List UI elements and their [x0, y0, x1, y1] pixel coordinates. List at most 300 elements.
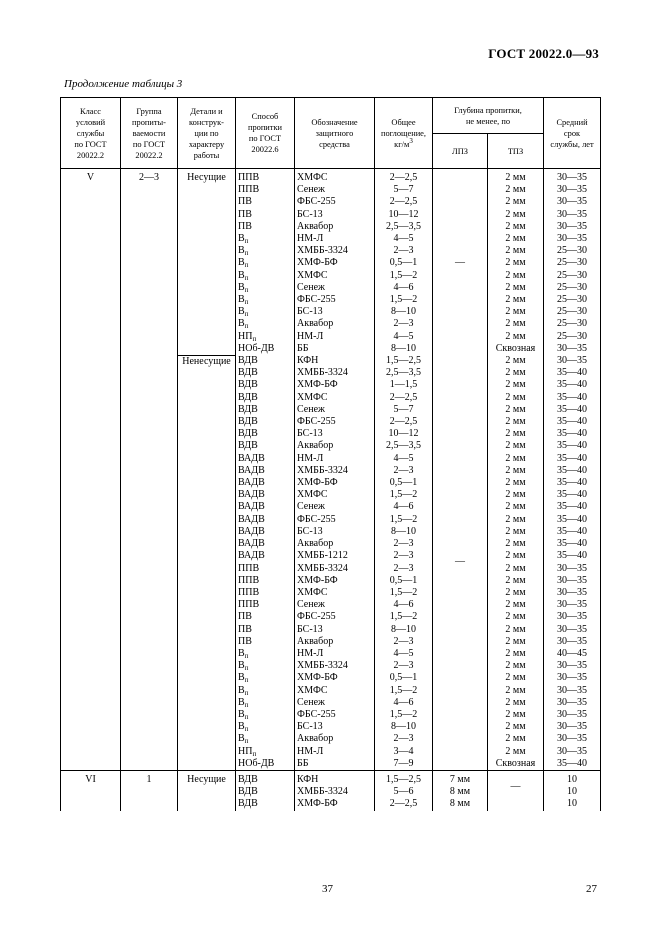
- impregnation-method-cell: [236, 538, 295, 550]
- header-line: по ГОСТ: [132, 139, 166, 149]
- protective-agent-cell: Аквабор: [295, 636, 375, 648]
- impregnation-method-cell: [236, 611, 295, 623]
- impregnation-method-cell: [236, 367, 295, 379]
- protective-agent-cell: Аквабор: [295, 440, 375, 452]
- header-line: кг/м: [394, 139, 410, 149]
- impregnation-method-cell: [236, 501, 295, 513]
- tpz-depth-cell: 2 мм: [488, 563, 544, 575]
- total-absorption-cell: 2—3: [375, 550, 433, 562]
- protective-agent-cell: НМ-Л: [295, 453, 375, 465]
- protective-agent-cell: ХМФ-БФ: [295, 798, 375, 810]
- service-life-cell: 35—40: [544, 453, 601, 465]
- method-code: В: [238, 281, 245, 293]
- impregnation-method-cell: [236, 270, 295, 282]
- service-life-cell: 10: [544, 798, 601, 810]
- protective-agent-cell: Сенеж: [295, 599, 375, 611]
- impregnation-method-cell: [236, 697, 295, 709]
- protective-agent-cell: ХМФС: [295, 392, 375, 404]
- impregnation-method-cell: [236, 709, 295, 721]
- method-code: ВАДВ: [238, 489, 265, 501]
- tpz-depth-cell: 2 мм: [488, 440, 544, 452]
- tpz-depth-cell: 2 мм: [488, 169, 544, 185]
- header-line: конструк-: [189, 117, 224, 127]
- method-code: ВДВ: [238, 416, 258, 428]
- tpz-depth-cell: 2 мм: [488, 282, 544, 294]
- tpz-depth-cell: 2 мм: [488, 233, 544, 245]
- method-code: ППВ: [238, 184, 260, 196]
- tpz-depth-cell: 2 мм: [488, 672, 544, 684]
- header-line: пропитки: [247, 123, 283, 132]
- service-life-cell: 35—40: [544, 404, 601, 416]
- total-absorption-cell: 8—10: [375, 526, 433, 538]
- protective-agent-cell: ББ: [295, 758, 375, 771]
- method-subscript: п: [244, 725, 249, 734]
- header-service-life: [544, 98, 601, 169]
- header-service-class: [61, 98, 121, 169]
- impregnation-method-cell: [236, 392, 295, 404]
- header-line: 20022.2: [135, 150, 163, 160]
- tpz-depth-cell: 2 мм: [488, 709, 544, 721]
- total-absorption-cell: 1,5—2,5: [375, 355, 433, 367]
- service-life-cell: 30—35: [544, 709, 601, 721]
- method-code: В: [238, 672, 245, 684]
- protective-agent-cell: ХМББ-3324: [295, 245, 375, 257]
- protective-agent-cell: Сенеж: [295, 282, 375, 294]
- protective-agent-cell: ХМББ-3324: [295, 367, 375, 379]
- method-code: В: [238, 721, 245, 733]
- total-absorption-cell: 8—10: [375, 624, 433, 636]
- service-life-cell: 30—35: [544, 233, 601, 245]
- tpz-depth-cell: 2 мм: [488, 306, 544, 318]
- tpz-depth-cell: 2 мм: [488, 392, 544, 404]
- protective-agent-cell: ХМББ-3324: [295, 465, 375, 477]
- protective-agent-cell: Сенеж: [295, 501, 375, 513]
- header-line: пропиты-: [132, 117, 166, 127]
- parts-type-cell: Несущие: [178, 770, 236, 810]
- tpz-depth-cell: 2 мм: [488, 575, 544, 587]
- header-impregnation-method: [236, 98, 295, 169]
- total-absorption-cell: 7—9: [375, 758, 433, 771]
- service-life-cell: 30—35: [544, 746, 601, 758]
- tpz-depth-cell: 2 мм: [488, 294, 544, 306]
- protective-agent-cell: БС-13: [295, 526, 375, 538]
- table-row: [61, 770, 601, 786]
- header-line: не менее, по: [465, 116, 511, 126]
- total-absorption-cell: 0,5—1: [375, 257, 433, 269]
- service-life-cell: 30—35: [544, 733, 601, 745]
- tpz-depth-cell: 2 мм: [488, 453, 544, 465]
- method-subscript: п: [244, 676, 249, 685]
- total-absorption-cell: 1,5—2: [375, 489, 433, 501]
- method-code: ВАДВ: [238, 452, 265, 464]
- total-absorption-cell: 0,5—1: [375, 477, 433, 489]
- service-life-cell: 35—40: [544, 428, 601, 440]
- protective-agent-cell: Аквабор: [295, 221, 375, 233]
- protective-agent-cell: ФБС-255: [295, 196, 375, 208]
- tpz-depth-cell: 2 мм: [488, 550, 544, 562]
- protective-agent-cell: ФБС-255: [295, 514, 375, 526]
- total-absorption-cell: 1,5—2: [375, 514, 433, 526]
- protective-agent-cell: ХМФС: [295, 169, 375, 185]
- total-absorption-cell: 0,5—1: [375, 575, 433, 587]
- method-code: ПВ: [238, 635, 252, 647]
- service-life-cell: 35—40: [544, 550, 601, 562]
- tpz-depth-cell: 2 мм: [488, 257, 544, 269]
- service-life-cell: 30—35: [544, 587, 601, 599]
- tpz-depth-cell: 2 мм: [488, 270, 544, 282]
- total-absorption-cell: 5—7: [375, 184, 433, 196]
- method-code: В: [238, 660, 245, 672]
- method-code: ВАДВ: [238, 550, 265, 562]
- impregnation-method-cell: [236, 648, 295, 660]
- impregnability-group-cell: 1: [121, 770, 178, 810]
- method-code: ВДВ: [238, 367, 258, 379]
- impregnation-method-cell: [236, 624, 295, 636]
- impregnation-method-cell: [236, 209, 295, 221]
- method-subscript: п: [244, 700, 249, 709]
- method-code: В: [238, 733, 245, 745]
- protective-agent-cell: Аквабор: [295, 538, 375, 550]
- impregnation-method-cell: [236, 721, 295, 733]
- impregnation-method-cell: [236, 343, 295, 355]
- service-life-cell: 35—40: [544, 538, 601, 550]
- service-life-cell: 35—40: [544, 416, 601, 428]
- tpz-depth-cell: 2 мм: [488, 685, 544, 697]
- service-life-cell: 30—35: [544, 184, 601, 196]
- method-subscript: п: [244, 273, 249, 282]
- method-code: В: [238, 233, 245, 245]
- method-code: ВДВ: [238, 391, 258, 403]
- protective-agent-cell: ХМФС: [295, 587, 375, 599]
- method-subscript: п: [244, 737, 249, 746]
- total-absorption-cell: 2,5—3,5: [375, 440, 433, 452]
- total-absorption-cell: 4—6: [375, 599, 433, 611]
- impregnation-method-cell: [236, 477, 295, 489]
- header-line: 20022.2: [76, 150, 105, 160]
- tpz-depth-cell: 2 мм: [488, 331, 544, 343]
- protective-agent-cell: ББ: [295, 343, 375, 355]
- impregnation-method-cell: [236, 746, 295, 758]
- method-subscript: п: [244, 285, 249, 294]
- impregnation-method-cell: [236, 245, 295, 257]
- method-code: ППВ: [238, 562, 260, 574]
- header-line: Глубина пропитки,: [454, 105, 522, 115]
- lpz-depth-cell: 7 мм: [433, 770, 488, 786]
- total-absorption-cell: 5—6: [375, 786, 433, 798]
- method-code: ППВ: [238, 172, 260, 183]
- total-absorption-cell: 8—10: [375, 306, 433, 318]
- method-code: ВДВ: [238, 379, 258, 391]
- impregnation-method-cell: [236, 294, 295, 306]
- impregnation-method-cell: [236, 257, 295, 269]
- header-line: ции по: [194, 128, 219, 138]
- page-number-right: 27: [586, 883, 597, 895]
- total-absorption-cell: 2—3: [375, 245, 433, 257]
- tpz-depth-cell: 2 мм: [488, 428, 544, 440]
- total-absorption-cell: 10—12: [375, 209, 433, 221]
- protective-agent-cell: ХМББ-3324: [295, 563, 375, 575]
- impregnation-method-cell: [236, 465, 295, 477]
- method-subscript: п: [244, 310, 249, 319]
- impregnation-method-cell: [236, 221, 295, 233]
- service-life-cell: 30—35: [544, 685, 601, 697]
- method-code: В: [238, 306, 245, 318]
- tpz-depth-cell: 2 мм: [488, 416, 544, 428]
- protective-agent-cell: БС-13: [295, 428, 375, 440]
- protective-agent-cell: НМ-Л: [295, 746, 375, 758]
- tpz-depth-cell: 2 мм: [488, 501, 544, 513]
- method-code: НОб-ДВ: [238, 757, 275, 769]
- header-line: по ГОСТ: [248, 134, 282, 143]
- method-code: ВАДВ: [238, 464, 265, 476]
- service-life-cell: 35—40: [544, 758, 601, 771]
- impregnation-method-cell: [236, 575, 295, 587]
- impregnation-method-cell: [236, 428, 295, 440]
- method-code: В: [238, 708, 245, 720]
- total-absorption-cell: 1—1,5: [375, 379, 433, 391]
- tpz-depth-cell: 2 мм: [488, 746, 544, 758]
- impregnation-method-cell: [236, 355, 295, 367]
- method-code: ВАДВ: [238, 538, 265, 550]
- service-life-cell: 30—35: [544, 221, 601, 233]
- header-line: по ГОСТ: [74, 139, 107, 149]
- header-lpz: ЛПЗ: [433, 134, 488, 169]
- service-life-cell: 35—40: [544, 392, 601, 404]
- total-absorption-cell: 2—3: [375, 563, 433, 575]
- method-code: ВДВ: [238, 403, 258, 415]
- header-line: Детали и: [190, 106, 223, 116]
- header-line: работы: [193, 150, 220, 160]
- method-code: ВАДВ: [238, 513, 265, 525]
- header-line: ваемости: [132, 128, 166, 138]
- service-life-cell: 35—40: [544, 514, 601, 526]
- service-life-cell: 35—40: [544, 526, 601, 538]
- total-absorption-cell: 2,5—3,5: [375, 367, 433, 379]
- protective-agent-cell: ФБС-255: [295, 709, 375, 721]
- impregnation-method-cell: [236, 798, 295, 810]
- impregnation-method-cell: [236, 733, 295, 745]
- method-code: НП: [238, 745, 253, 757]
- service-life-cell: 25—30: [544, 270, 601, 282]
- lpz-depth-cell: —: [433, 169, 488, 356]
- impregnation-method-cell: [236, 306, 295, 318]
- header-impregnability-group: [121, 98, 178, 169]
- total-absorption-cell: 2—3: [375, 636, 433, 648]
- tpz-depth-cell: 2 мм: [488, 221, 544, 233]
- service-life-cell: 30—35: [544, 209, 601, 221]
- protective-agent-cell: ХМФС: [295, 270, 375, 282]
- total-absorption-cell: 1,5—2: [375, 611, 433, 623]
- protective-agent-cell: Аквабор: [295, 733, 375, 745]
- total-absorption-cell: 4—5: [375, 331, 433, 343]
- service-life-cell: 25—30: [544, 318, 601, 330]
- header-line: срок: [563, 128, 581, 138]
- total-absorption-cell: 2—3: [375, 318, 433, 330]
- method-code: В: [238, 257, 245, 269]
- header-protective-agent: [295, 98, 375, 169]
- impregnation-method-cell: [236, 416, 295, 428]
- tpz-depth-cell: 2 мм: [488, 465, 544, 477]
- header-parts-type: [178, 98, 236, 169]
- service-life-cell: 25—30: [544, 294, 601, 306]
- total-absorption-cell: 2,5—3,5: [375, 221, 433, 233]
- total-absorption-cell: 4—6: [375, 282, 433, 294]
- header-tpz: ТПЗ: [488, 134, 544, 169]
- method-code: ПВ: [238, 623, 252, 635]
- impregnation-method-cell: [236, 758, 295, 771]
- method-subscript: п: [244, 688, 249, 697]
- total-absorption-cell: 1,5—2: [375, 587, 433, 599]
- tpz-depth-cell: 2 мм: [488, 697, 544, 709]
- tpz-depth-cell: 2 мм: [488, 636, 544, 648]
- lpz-depth-cell: 8 мм: [433, 798, 488, 810]
- table-row: [61, 169, 601, 185]
- tpz-depth-cell: 2 мм: [488, 733, 544, 745]
- protective-agent-cell: ФБС-255: [295, 611, 375, 623]
- tpz-depth-cell: 2 мм: [488, 538, 544, 550]
- header-impregnation-depth: [433, 98, 544, 134]
- service-life-cell: 30—35: [544, 660, 601, 672]
- impregnation-method-cell: [236, 489, 295, 501]
- protective-agent-cell: ХМФ-БФ: [295, 477, 375, 489]
- service-life-cell: 30—35: [544, 636, 601, 648]
- lpz-depth-cell: —: [433, 355, 488, 770]
- protective-agent-cell: КФН: [295, 355, 375, 367]
- total-absorption-cell: 2—3: [375, 733, 433, 745]
- header-line: Обозначение: [311, 117, 358, 127]
- total-absorption-cell: 1,5—2: [375, 270, 433, 282]
- protective-agent-cell: Сенеж: [295, 697, 375, 709]
- method-code: ПВ: [238, 220, 252, 232]
- standard-number: ГОСТ 20022.0—93: [488, 46, 599, 61]
- total-absorption-cell: 4—5: [375, 233, 433, 245]
- method-code: ППВ: [238, 586, 260, 598]
- impregnation-method-cell: [236, 440, 295, 452]
- service-life-cell: 25—30: [544, 331, 601, 343]
- total-absorption-cell: 2—2,5: [375, 169, 433, 185]
- protective-agent-cell: ХМФ-БФ: [295, 257, 375, 269]
- service-life-cell: 25—30: [544, 257, 601, 269]
- tpz-depth-cell: Сквозная: [488, 343, 544, 355]
- total-absorption-cell: 2—2,5: [375, 798, 433, 810]
- method-code: ПВ: [238, 208, 252, 220]
- tpz-depth-cell: 2 мм: [488, 404, 544, 416]
- protective-agent-cell: ХМФС: [295, 685, 375, 697]
- tpz-depth-cell: 2 мм: [488, 587, 544, 599]
- impregnation-method-cell: [236, 770, 295, 786]
- service-life-cell: 30—35: [544, 343, 601, 355]
- method-code: В: [238, 684, 245, 696]
- protective-agent-cell: БС-13: [295, 624, 375, 636]
- method-code: ВДВ: [238, 798, 258, 810]
- protective-agent-cell: КФН: [295, 770, 375, 786]
- tpz-depth-cell: 2 мм: [488, 184, 544, 196]
- impregnation-method-cell: [236, 660, 295, 672]
- service-life-cell: 10: [544, 786, 601, 798]
- parts-type-cell: Несущие: [178, 169, 236, 356]
- protective-agent-cell: ХМФС: [295, 489, 375, 501]
- service-life-cell: 30—35: [544, 611, 601, 623]
- header-line: поглощение,: [381, 128, 426, 138]
- impregnation-method-cell: [236, 331, 295, 343]
- method-code: ППВ: [238, 599, 260, 611]
- method-subscript: п: [244, 712, 249, 721]
- impregnation-table: [60, 97, 601, 811]
- header-line: службы: [76, 128, 105, 138]
- service-life-cell: 10: [544, 770, 601, 786]
- tpz-depth-cell: 2 мм: [488, 355, 544, 367]
- header-line: службы, лет: [550, 139, 594, 149]
- impregnation-method-cell: [236, 233, 295, 245]
- total-absorption-cell: 3—4: [375, 746, 433, 758]
- method-code: В: [238, 269, 245, 281]
- impregnation-method-cell: [236, 318, 295, 330]
- total-absorption-cell: 2—2,5: [375, 416, 433, 428]
- method-code: ВДВ: [238, 355, 258, 367]
- method-subscript: п: [252, 749, 257, 758]
- impregnation-method-cell: [236, 404, 295, 416]
- header-line: Группа: [136, 106, 162, 116]
- method-code: ВДВ: [238, 773, 258, 785]
- impregnation-method-cell: [236, 563, 295, 575]
- protective-agent-cell: НМ-Л: [295, 331, 375, 343]
- service-life-cell: 30—35: [544, 672, 601, 684]
- total-absorption-cell: 2—3: [375, 538, 433, 550]
- impregnation-method-cell: [236, 379, 295, 391]
- total-absorption-cell: 8—10: [375, 343, 433, 355]
- method-subscript: п: [244, 651, 249, 660]
- tpz-depth-cell: 2 мм: [488, 318, 544, 330]
- method-subscript: п: [244, 249, 249, 258]
- service-life-cell: 30—35: [544, 355, 601, 367]
- lpz-depth-cell: 8 мм: [433, 786, 488, 798]
- protective-agent-cell: НМ-Л: [295, 648, 375, 660]
- total-absorption-cell: 2—3: [375, 465, 433, 477]
- impregnation-method-cell: [236, 587, 295, 599]
- impregnation-method-cell: [236, 786, 295, 798]
- total-absorption-cell: 2—2,5: [375, 196, 433, 208]
- service-life-cell: 35—40: [544, 367, 601, 379]
- tpz-depth-cell: 2 мм: [488, 599, 544, 611]
- impregnation-method-cell: [236, 636, 295, 648]
- protective-agent-cell: ХМФ-БФ: [295, 672, 375, 684]
- method-code: ПВ: [238, 611, 252, 623]
- protective-agent-cell: Сенеж: [295, 184, 375, 196]
- header-line: Средний: [556, 117, 588, 127]
- header-line: условий: [75, 117, 106, 127]
- header-total-absorption: Общее поглощение, $кг/м^3$: [375, 98, 433, 169]
- impregnation-method-cell: [236, 550, 295, 562]
- service-life-cell: 30—35: [544, 575, 601, 587]
- method-code: В: [238, 318, 245, 330]
- method-code: ПВ: [238, 196, 252, 208]
- service-life-cell: 30—35: [544, 599, 601, 611]
- service-life-cell: 25—30: [544, 245, 601, 257]
- protective-agent-cell: ХМББ-3324: [295, 786, 375, 798]
- protective-agent-cell: ХМББ-3324: [295, 660, 375, 672]
- protective-agent-cell: Сенеж: [295, 404, 375, 416]
- method-subscript: п: [244, 261, 249, 270]
- method-subscript: п: [244, 237, 249, 246]
- method-code: В: [238, 696, 245, 708]
- tpz-depth-cell: 2 мм: [488, 379, 544, 391]
- header-line: 20022.6: [251, 145, 279, 154]
- service-class-cell: V: [61, 169, 121, 771]
- table-continuation-caption: Продолжение таблицы 3: [64, 78, 183, 90]
- impregnation-method-cell: [236, 453, 295, 465]
- service-life-cell: 40—45: [544, 648, 601, 660]
- impregnation-method-cell: [236, 599, 295, 611]
